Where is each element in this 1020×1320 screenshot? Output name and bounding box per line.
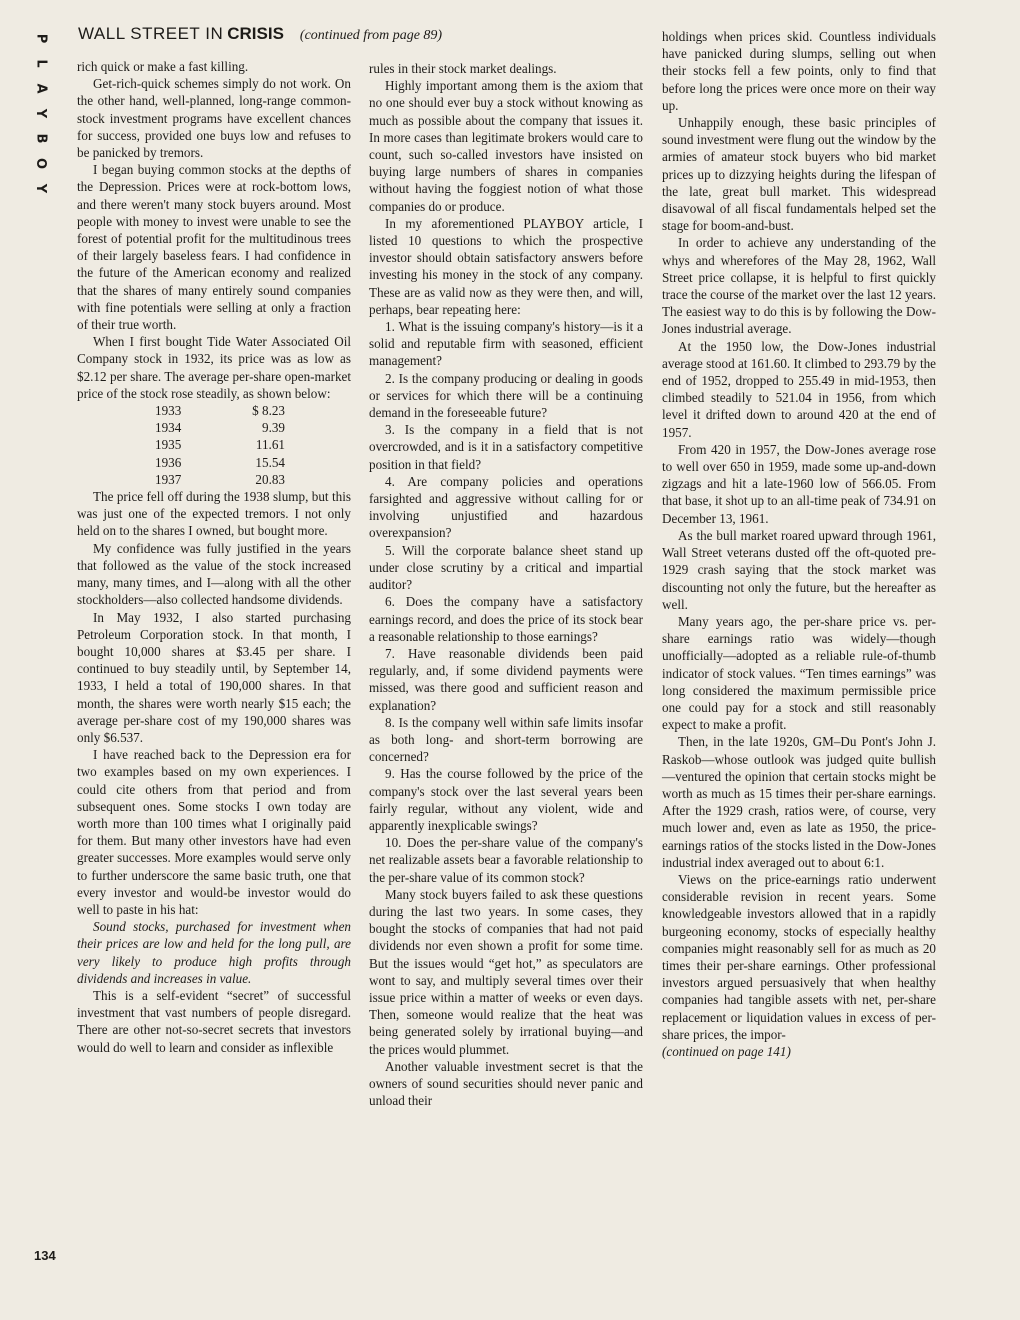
paragraph: I began buying common stocks at the depths of the Depression. Prices were at rock-bottom lows, and there weren't many stock buyers around. Most people with money to invest were unable to see the forest of potential profit for the multitudinous trees of their largely baseless fears. I had confidence in the future of the American economy and realized that the shares of many entirely sound companies with fine potentials were selling at only a fraction of their true worth. [77, 162, 351, 333]
paragraph: Highly important among them is the axiom that no one should ever buy a stock without knowing as much as possible about the company that issues it. In more cases than legitimate brokers would care to count, such so-called investors have insisted on buying large numbers of shares in companies without having the foggiest notion of what those companies do or produce. [369, 78, 643, 214]
question-item: 3. Is the company in a field that is not overcrowded, and is it in a satisfactory competitive position in that field? [369, 422, 643, 472]
paragraph: My confidence was fully justified in the years that followed as the value of the stock increased many, many times, and I—along with all the other stockholders—also collected handsome dividends. [77, 540, 351, 608]
table-row: 1937 20.83 [155, 471, 285, 487]
italic-maxim: Sound stocks, purchased for investment when their prices are low and held for the long pull, are very likely to produce high profits through dividends and increases in value. [77, 919, 351, 986]
column-1 [77, 58, 351, 1056]
paragraph: When I first bought Tide Water Associated Oil Company stock in 1932, its price was as low as $2.12 per share. The average per-share open-market price of the stock rose steadily, as shown below: [77, 334, 351, 401]
header-title: WALL STREET IN [78, 24, 224, 43]
paragraph: In order to achieve any understanding of the whys and wherefores of the May 28, 1962, Wall Street price collapse, it is helpful to first quickly trace the course of the market over the last 12 years. The easiest way to do this is by following the Dow-Jones industrial average. [662, 235, 937, 337]
paragraph: This is a self-evident “secret” of successful investment that vast numbers of people disregard. There are other not-so-secret secrets that investors would do well to learn and consider as inflexible [77, 987, 351, 1055]
paragraph: In May 1932, I also started purchasing Petroleum Corporation stock. In that month, I bought 10,000 shares at $3.45 per share. I continued to buy steadily until, by September 14, 1933, I held a total of 190,000 shares. In that month, the shares were worth nearly $15 each; the average per-share cost of my 190,000 shares was only $6.537. [77, 609, 351, 745]
table-row: 1936 15.54 [155, 454, 285, 470]
paragraph: rules in their stock market dealings. [369, 61, 557, 76]
paragraph: I have reached back to the Depression era for two examples based on my own experiences. I could cite others from that period and from subsequent ones. Some stocks I own today are worth more than 100 times what I originally paid for them. But many other investors have had even greater successes. More examples would serve only to further underscore the same basic truth, one that every investor and would-be investor would do well to paste in his hat: [77, 747, 351, 917]
paragraph: holdings when prices skid. Countless individuals have panicked during slumps, selling out when their stocks fell a few points, only to find that before long the prices were once more on their way up. [662, 29, 936, 113]
paragraph: Get-rich-quick schemes simply do not work. On the other hand, well-planned, long-range common-stock investment programs have excellent chances for success, provided one buys low and refuses to be panicked by tremors. [77, 76, 351, 161]
paragraph: As the bull market roared upward through 1961, Wall Street veterans dusted off the oft-quoted pre-1929 crash saying that the stock market was discounting not only the future, but the hereafter as well. [662, 527, 936, 612]
column-3 [662, 28, 936, 1060]
question-item: 9. Has the course followed by the price of the company's stock over the last several years been fairly regular, without any violent, wide and apparently inexplicable swings? [369, 766, 643, 833]
question-item: 10. Does the per-share value of the company's net realizable assets bear a favorable relationship to the per-share value of its common stock? [369, 835, 643, 885]
paragraph: Another valuable investment secret is that the owners of sound securities should never panic and unload their [369, 1058, 643, 1109]
paragraph: Many years ago, the per-share price vs. per-share earnings ratio was widely—though unofficially—adopted as a reliable rule-of-thumb indicator of stock values. “Ten times earnings” was long considered the maximum permissible price one could pay for a stock and still reasonably expect to make a profit. [662, 613, 936, 733]
table-row: 1934 9.39 [155, 420, 285, 436]
paragraph: Views on the price-earnings ratio underwent considerable revision in recent years. Some knowledgeable investors allowed that in a rapidly burgeoning economy, stocks of especially healthy companies might reasonably sell for as much as 20 times their per-share earnings. Other professional investors argued persuasively that when healthy companies had tangible assets with net, per-share replacement or liquidation values in excess of per-share prices, the impor- [662, 871, 936, 1042]
question-item: 4. Are company policies and operations farsighted and aggressive without calling for or involving unjustified and hazardous overexpansion? [369, 473, 643, 541]
question-item: 5. Will the corporate balance sheet stand up under close scrutiny by a critical and impartial auditor? [369, 542, 643, 593]
continued-on: (continued on page 141) [662, 1043, 791, 1059]
paragraph: In my aforementioned PLAYBOY article, I listed 10 questions to which the prospective investor should obtain satisfactory answers before investing his money in the stock of any company. These are as valid now as they were then, and will, perhaps, bear repeating here: [369, 215, 643, 317]
paragraph: The price fell off during the 1938 slump, but this was just one of the expected tremors. I not only held on to the shares I owned, but bought more. [77, 489, 351, 539]
table-row: 1933 $ 8.23 [155, 403, 285, 419]
table-row: 1935 11.61 [155, 437, 285, 453]
question-item: 8. Is the company well within safe limits insofar as both long- and short-term borrowing are concerned? [369, 714, 643, 765]
question-item: 2. Is the company producing or dealing in goods or services for which there will be a continuing demand in the foreseeable future? [369, 370, 643, 421]
paragraph: At the 1950 low, the Dow-Jones industrial average stood at 161.60. It climbed to 293.79 by the end of 1952, dropped to 255.49 in mid-1953, then climbed steadily to 521.04 in 1956, from which level it drifted down to around 420 at the end of 1957. [662, 338, 936, 440]
paragraph: rich quick or make a fast killing. [77, 59, 249, 74]
question-item: 6. Does the company have a satisfactory earnings record, and does the price of its stock bear a reasonable relationship to those earnings? [369, 594, 643, 644]
column-2 [369, 60, 643, 1109]
continued-from: (continued from page 89) [299, 28, 443, 43]
paragraph: From 420 in 1957, the Dow-Jones average rose to well over 650 in 1959, made some up-and-down zigzags and hit a late-1960 low of 566.05. From that base, it shot up to an all-time peak of 734.91 on December 13, 1961. [662, 441, 936, 526]
paragraph: Unhappily enough, these basic principles of sound investment were flung out the window by the armies of amateur stock buyers who bid market prices up to dizzying heights during the lifespan of the late, great bull market. This widespread disavowal of all fiscal fundamentals helped set the stage for boom-and-bust. [662, 115, 936, 234]
question-item: 7. Have reasonable dividends been paid regularly, and, if some dividend payments were missed, was there good and sufficient reason and explanation? [369, 645, 643, 713]
article-header [78, 24, 678, 50]
question-item: 1. What is the issuing company's history—is it a solid and reputable firm with seasoned, efficient management? [369, 319, 643, 369]
header-title-bold: CRISIS [227, 24, 284, 43]
paragraph: Many stock buyers failed to ask these questions during the last two years. In some cases, they bought the stocks of companies that had not paid dividends nor even shown a profit for some time. But the issues would “get hot,” as speculators are wont to say, and multiply several times over their issue price within a matter of weeks or even days. Then, someone would realize that the heat was being generated solely by irrational buying—and the prices would plummet. [369, 886, 643, 1057]
stock-price-table [155, 402, 285, 488]
paragraph: Then, in the late 1920s, GM–Du Pont's John J. Raskob—whose outlook was judged quite bullish—ventured the opinion that certain stocks might be worth as much as 15 times their per-share earnings. After the 1929 crash, ratios were, of course, very much lower and, even as late as 1950, the price-earnings ratios of the stocks listed in the Dow-Jones industrial index averaged out to about 6:1. [662, 734, 936, 870]
page-number: 134 [34, 1248, 56, 1263]
magazine-spine-label: P L A Y B O Y [33, 33, 49, 194]
